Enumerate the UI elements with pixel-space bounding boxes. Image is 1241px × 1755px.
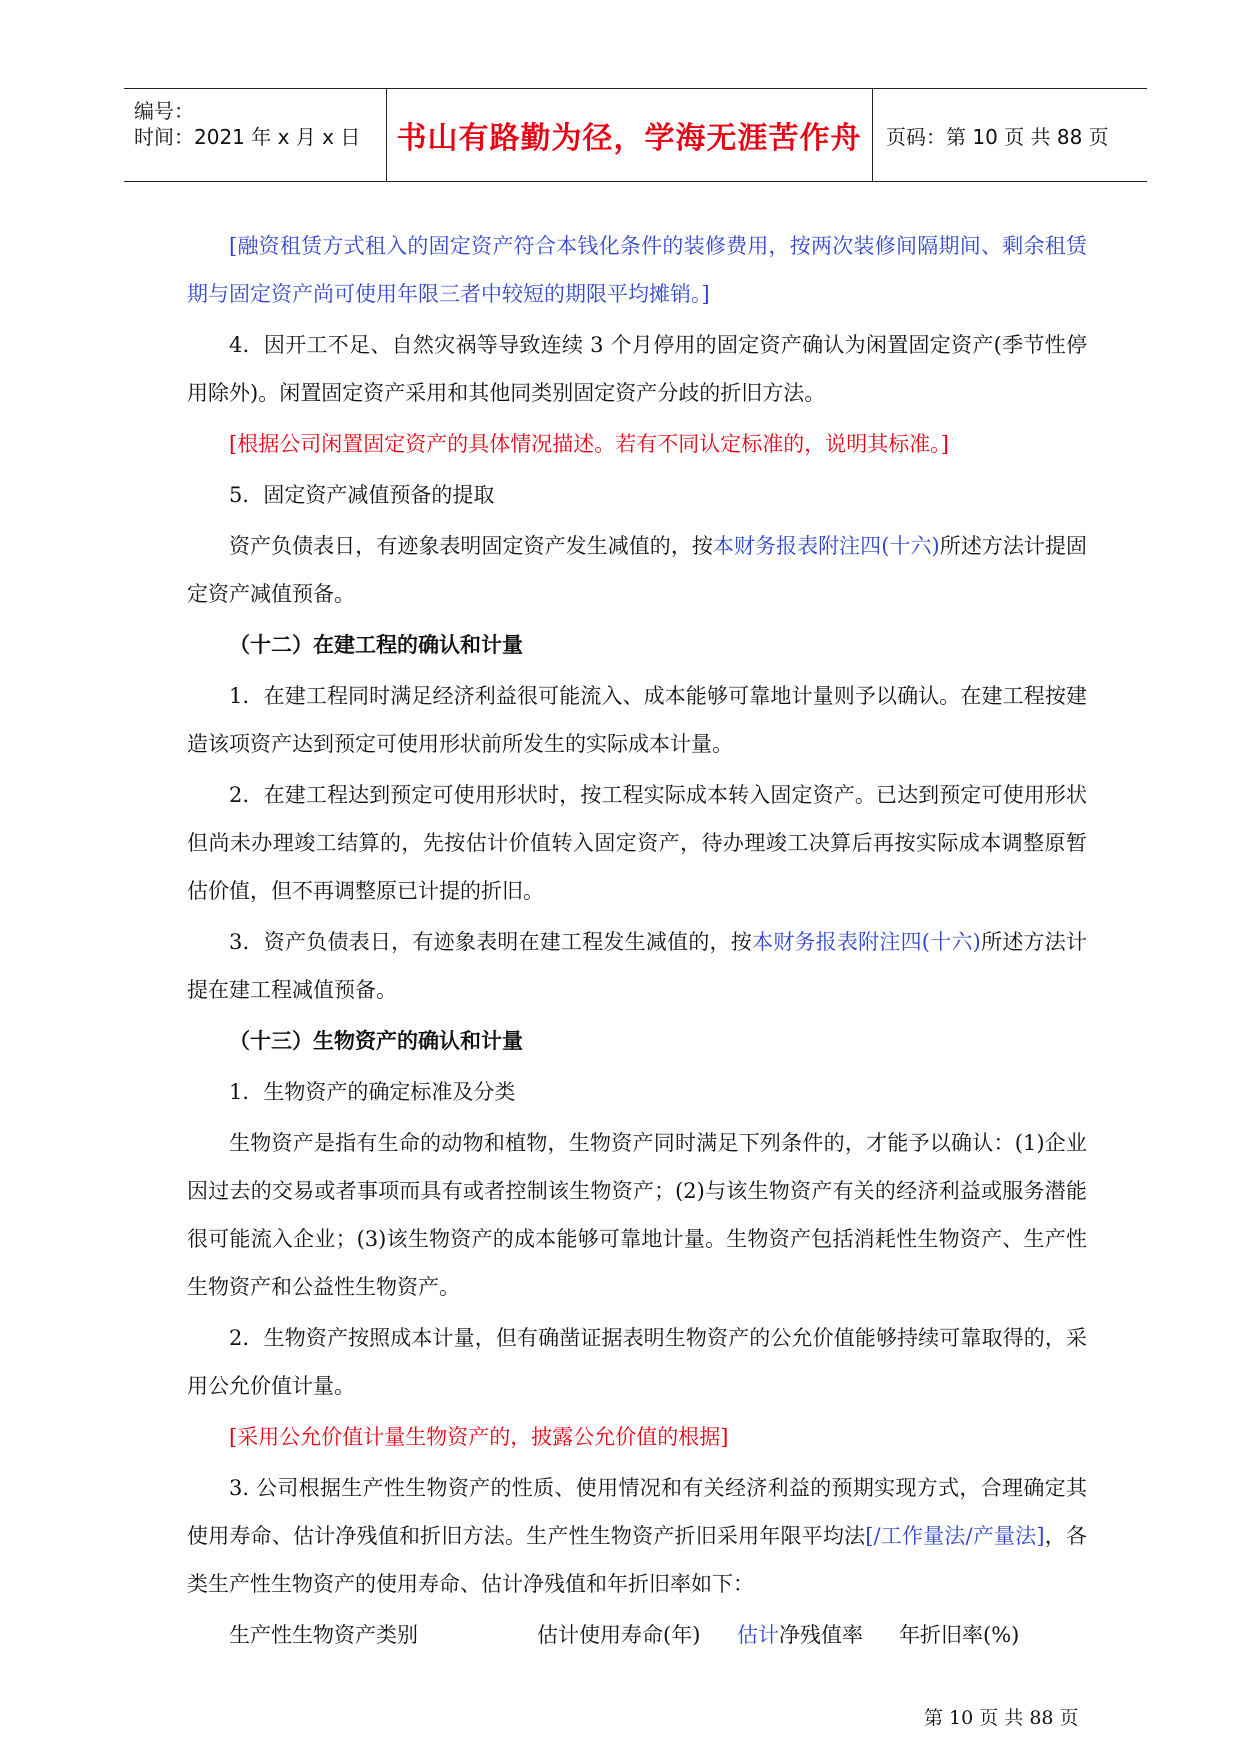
- text: 所述方法计提在建工程减值预备。: [187, 930, 1088, 1002]
- paragraph-impairment-title: 5．固定资产减值预备的提取: [229, 483, 495, 507]
- text: 估计: [737, 1623, 779, 1647]
- col-residual-rate: [737, 1611, 863, 1659]
- paragraph-idle-assets: 4．因开工不足、自然灾祸等导致连续 3 个月停用的固定资产确认为闲置固定资产(季节性停用除外)。闲置固定资产采用和其他同类别固定资产分歧的折旧方法。: [187, 333, 1087, 405]
- text: ，各类生产性生物资产的使用寿命、估计净残值和年折旧率如下：: [187, 1524, 1088, 1596]
- page-footer: 第 10 页 共 88 页: [924, 1707, 1079, 1729]
- paragraph-bio-3: [187, 1464, 1087, 1608]
- method-options: [/工作量法/产量法]: [865, 1524, 1045, 1548]
- text: 3. 公司根据生产性生物资产的性质、使用情况和有关经济利益的预期实现方式，合理确定其使用寿命、估计净残值和折旧方法。生产性生物资产折旧采用年限平均法: [187, 1476, 1087, 1548]
- header-motto: 书山有路勤为径，学海无涯苦作舟: [386, 89, 873, 181]
- paragraph-cip-2: 2．在建工程达到预定可使用形状时，按工程实际成本转入固定资产。已达到预定可使用形状但尚未办理竣工结算的，先按估计价值转入固定资产，待办理竣工决算后再按实际成本调整原暂估价值，但不再调整原已计提的折旧。: [187, 783, 1087, 903]
- section-heading-12: （十二）在建工程的确认和计量: [229, 633, 523, 657]
- paragraph-impairment: [187, 522, 1087, 618]
- text: 净残值率: [779, 1623, 863, 1647]
- document-header: [124, 88, 1147, 182]
- reference-link[interactable]: 本财务报表附注四(十六): [752, 930, 981, 954]
- header-page-label: 页码：第 10 页 共 88 页: [886, 124, 1109, 149]
- paragraph-bio-1: 1．生物资产的确定标准及分类: [229, 1080, 516, 1104]
- note-fair-value: [采用公允价值计量生物资产的，披露公允价值的根据]: [229, 1425, 729, 1449]
- paragraph-cip-1: 1．在建工程同时满足经济利益很可能流入、成本能够可靠地计量则予以确认。在建工程按建造该项资产达到预定可使用形状前所发生的实际成本计量。: [187, 684, 1087, 756]
- reference-link[interactable]: 本财务报表附注四(十六): [712, 534, 940, 558]
- paragraph-cip-3: [187, 918, 1087, 1014]
- note-idle-assets: [根据公司闲置固定资产的具体情况描述。若有不同认定标准的，说明其标准。]: [229, 432, 949, 456]
- col-useful-life: 估计使用寿命(年): [537, 1623, 701, 1647]
- col-category: 生产性生物资产类别: [229, 1623, 418, 1647]
- text: 资产负债表日，有迹象表明固定资产发生减值的，按: [229, 534, 713, 558]
- text: 所述方法计提固定资产减值预备。: [187, 534, 1088, 606]
- doc-date-label: 时间：2021 年 x 月 x 日: [134, 125, 361, 149]
- note-finance-lease: [融资租赁方式租入的固定资产符合本钱化条件的装修费用，按两次装修间隔期间、剩余租赁期与固定资产尚可使用年限三者中较短的期限平均摊销。]: [187, 234, 1087, 306]
- paragraph-bio-definition: 生物资产是指有生命的动物和植物，生物资产同时满足下列条件的，才能予以确认：(1)企业因过去的交易或者事项而具有或者控制该生物资产；(2)与该生物资产有关的经济利益或服务潜能很可能流入企业；(3)该生物资产的成本能够可靠地计量。生物资产包括消耗性生物资产、生产性生物资产和公益性生物资产。: [187, 1131, 1087, 1299]
- header-meta-cell: [124, 89, 387, 181]
- document-body: [187, 222, 1087, 1659]
- depreciation-table-header: [187, 1611, 1087, 1659]
- col-depreciation-rate: 年折旧率(%): [899, 1623, 1020, 1647]
- text: 3．资产负债表日，有迹象表明在建工程发生减值的，按: [229, 930, 752, 954]
- paragraph-bio-2: 2．生物资产按照成本计量，但有确凿证据表明生物资产的公允价值能够持续可靠取得的，采用公允价值计量。: [187, 1326, 1087, 1398]
- section-heading-13: （十三）生物资产的确认和计量: [229, 1029, 523, 1053]
- doc-number-label: 编号：: [134, 99, 194, 123]
